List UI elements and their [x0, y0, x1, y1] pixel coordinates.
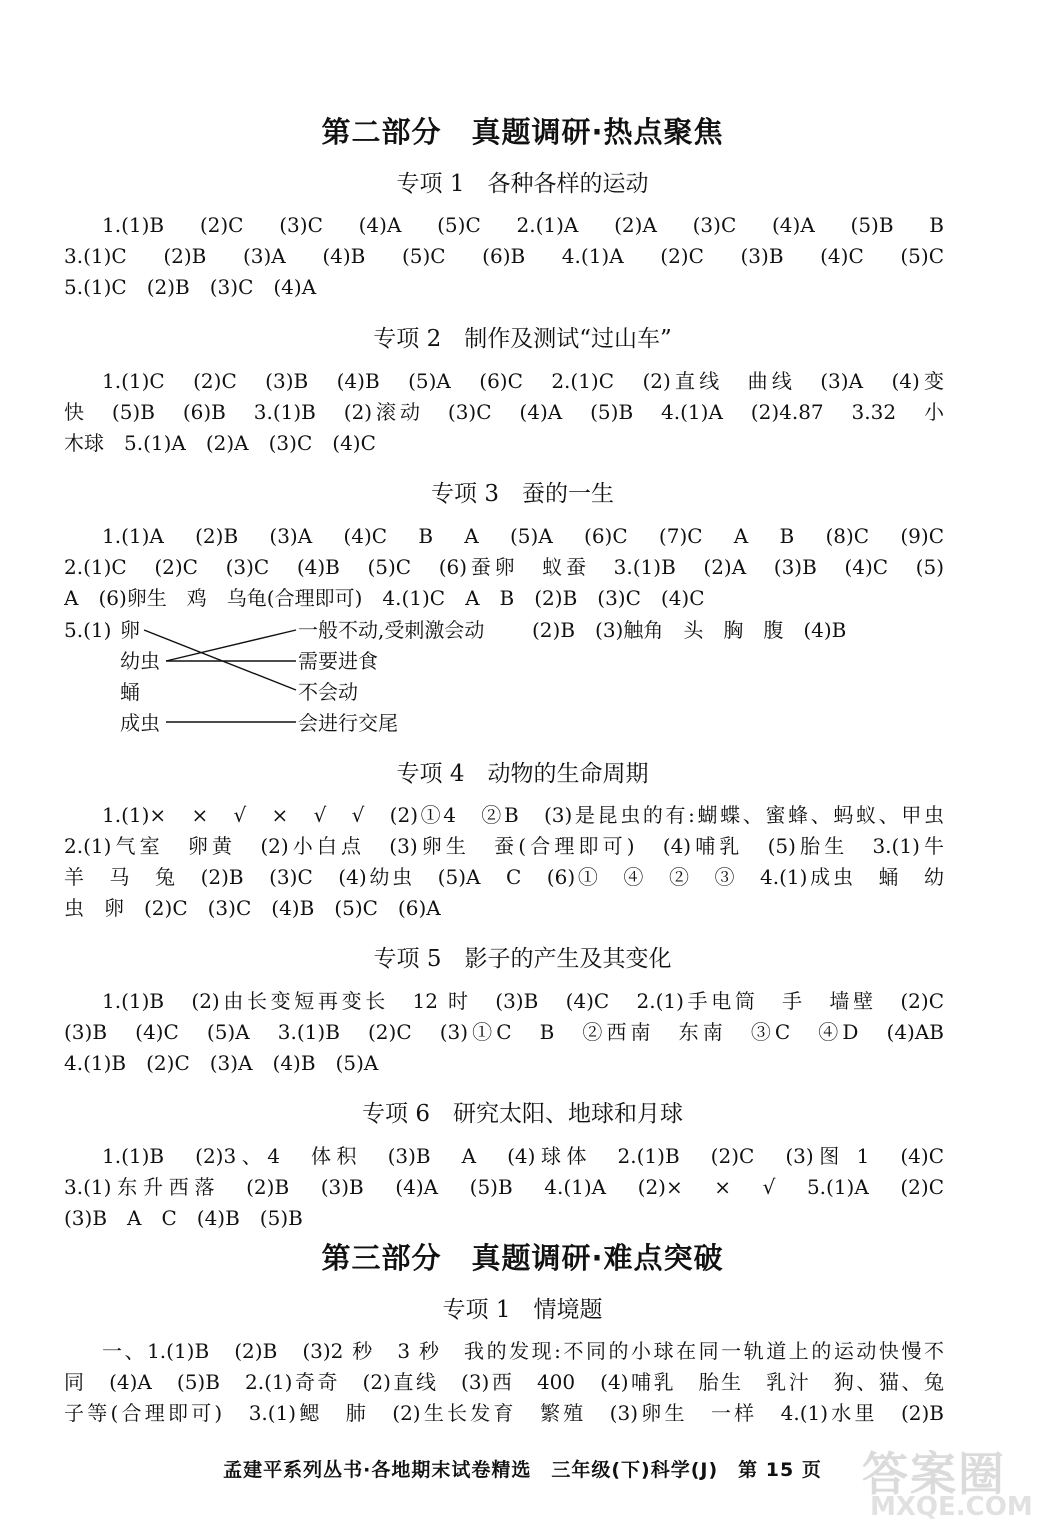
match-line [144, 630, 296, 690]
match-right-item: 会进行交尾 [298, 711, 398, 735]
section-title: 专项 3 蚕的一生 [431, 481, 614, 507]
answer-line: 1.(1)B (2)由长变短再变长 12 时 (3)B (4)C 2.(1)手电筒 手 墙壁 (2)C [102, 989, 944, 1013]
answer-block [64, 521, 944, 614]
answer-line: (3)B A C (4)B (5)B [64, 1206, 303, 1230]
watermark-chars: 答案圈 [862, 1447, 1006, 1501]
answer-block [64, 210, 944, 303]
answer-line: 快 (5)B (6)B 3.(1)B (2)滚动 (3)C (4)A (5)B 4.(1)A (2)4.87 3.32 小 [64, 400, 944, 424]
answer-line: 子等(合理即可) 3.(1)鳃 肺 (2)生长发育 繁殖 (3)卵生 一样 4.(1)水里 (2)B [64, 1401, 944, 1425]
answer-line: 5.(1)C (2)B (3)C (4)A [64, 275, 317, 299]
answer-line: (3)B (4)C (5)A 3.(1)B (2)C (3)①C B ②西南 东南 ③C ④D (4)AB [64, 1020, 944, 1044]
section-title: 专项 1 各种各样的运动 [396, 171, 649, 197]
answer-line: 羊 马 兔 (2)B (3)C (4)幼虫 (5)A C (6)① ④ ② ③ 4.(1)成虫 蛹 幼 [64, 865, 944, 889]
match-right-item: 一般不动,受刺激会动 [298, 618, 485, 642]
match-left-item: 蛹 [120, 680, 140, 704]
answer-block [64, 1336, 944, 1429]
section-title: 专项 4 动物的生命周期 [396, 761, 649, 787]
watermark-url: MXQE.COM [870, 1492, 1033, 1522]
answer-line: A (6)卵生 鸡 乌龟(合理即可) 4.(1)C A B (2)B (3)C (4)C [64, 586, 705, 610]
matching-diagram [64, 615, 944, 745]
match-prefix: 5.(1) [64, 618, 112, 642]
section-title: 专项 6 研究太阳、地球和月球 [362, 1101, 683, 1127]
answer-line: 1.(1)A (2)B (3)A (4)C B A (5)A (6)C (7)C A B (8)C (9)C [102, 524, 944, 548]
part-title: 第二部分 真题调研·热点聚焦 [321, 115, 724, 149]
section-title: 专项 2 制作及测试“过山车” [373, 326, 672, 352]
page-footer: 孟建平系列丛书·各地期末试卷精选 三年级(下)科学(J) 第 15 页 [223, 1459, 822, 1481]
section-title: 专项 1 情境题 [442, 1297, 603, 1323]
answer-line: 木球 5.(1)A (2)A (3)C (4)C [64, 431, 376, 455]
match-left-item: 卵 [120, 618, 140, 642]
answer-line: 一、1.(1)B (2)B (3)2 秒 3 秒 我的发现:不同的小球在同一轨道上的运动快慢不 [102, 1339, 944, 1363]
section-title: 专项 5 影子的产生及其变化 [373, 946, 672, 972]
answer-block [64, 1141, 944, 1234]
answer-line: 2.(1)C (2)C (3)C (4)B (5)C (6)蚕卵 蚁蚕 3.(1)B (2)A (3)B (4)C (5) [64, 555, 944, 579]
match-left-item: 幼虫 [120, 649, 160, 673]
answer-block [64, 986, 944, 1079]
match-tail: (2)B (3)触角 头 胸 腹 (4)B [532, 618, 847, 642]
match-right-item: 需要进食 [298, 649, 378, 673]
match-line [166, 630, 296, 661]
answer-line: 1.(1)B (2)C (3)C (4)A (5)C 2.(1)A (2)A (3)C (4)A (5)B B [102, 213, 944, 237]
answer-line: 2.(1)气室 卵黄 (2)小白点 (3)卵生 蚕(合理即可) (4)哺乳 (5)胎生 3.(1)牛 [64, 834, 944, 858]
answer-line: 4.(1)B (2)C (3)A (4)B (5)A [64, 1051, 379, 1075]
answer-line: 1.(1)B (2)3、4 体积 (3)B A (4)球体 2.(1)B (2)C (3)图 1 (4)C [102, 1144, 944, 1168]
watermark-logo [862, 1438, 1040, 1530]
answer-line: 同 (4)A (5)B 2.(1)奇奇 (2)直线 (3)西 400 (4)哺乳 胎生 乳汁 狗、猫、兔 [64, 1370, 944, 1394]
answer-block [64, 366, 944, 459]
answer-line: 1.(1)C (2)C (3)B (4)B (5)A (6)C 2.(1)C (2)直线 曲线 (3)A (4)变 [102, 369, 944, 393]
answer-line: 3.(1)东升西落 (2)B (3)B (4)A (5)B 4.(1)A (2)× × √ 5.(1)A (2)C [64, 1175, 944, 1199]
match-right-item: 不会动 [298, 680, 358, 704]
answer-line: 3.(1)C (2)B (3)A (4)B (5)C (6)B 4.(1)A (2)C (3)B (4)C (5)C [64, 244, 944, 268]
part-title: 第三部分 真题调研·难点突破 [321, 1241, 724, 1275]
match-left-item: 成虫 [120, 711, 160, 735]
answer-block [64, 800, 944, 924]
answer-line: 虫 卵 (2)C (3)C (4)B (5)C (6)A [64, 896, 441, 920]
answer-line: 1.(1)× × √ × √ √ (2)①4 ②B (3)是昆虫的有:蝴蝶、蜜蜂、蚂蚁、甲虫 [102, 803, 944, 827]
